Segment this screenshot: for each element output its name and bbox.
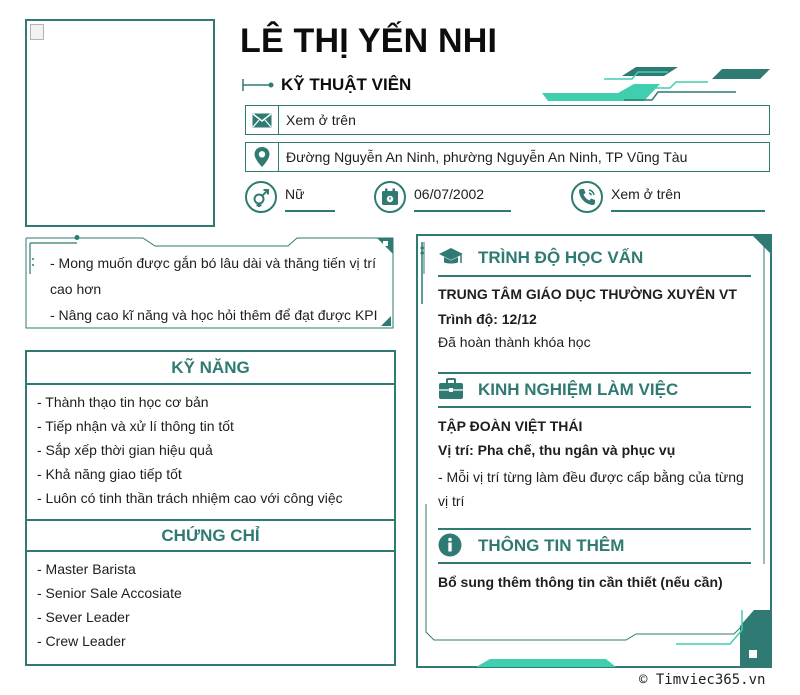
experience-top-rule	[438, 372, 751, 374]
experience-heading: KINH NGHIỆM LÀM VIỆC	[478, 380, 679, 399]
skills-section	[25, 350, 396, 521]
experience-company: TẬP ĐOÀN VIỆT THÁI	[438, 418, 583, 434]
candidate-name: LÊ THỊ YẾN NHI	[240, 22, 498, 60]
address-value: Đường Nguyễn An Ninh, phường Nguyễn An Ninh, TP Vũng Tàu	[286, 149, 688, 165]
education-heading: TRÌNH ĐỘ HỌC VẤN	[478, 248, 644, 267]
briefcase-icon	[438, 377, 464, 401]
header-decoration	[540, 64, 772, 104]
objective-line: - Mong muốn được gắn bó lâu dài và thăng tiến vị trí cao hơn	[50, 255, 376, 297]
extra-text: Bổ sung thêm thông tin cần thiết (nếu cần)	[438, 574, 723, 590]
experience-rule	[438, 406, 751, 408]
education-school: TRUNG TÂM GIÁO DỤC THƯỜNG XUYÊN VT	[438, 286, 737, 302]
certificate-item: - Master Barista	[37, 561, 136, 577]
gender-value: Nữ	[285, 186, 305, 202]
phone-field	[571, 181, 766, 213]
certificate-item: - Senior Sale Accosiate	[37, 585, 182, 601]
info-icon	[438, 533, 462, 557]
phone-underline	[611, 210, 765, 212]
skill-item: - Sắp xếp thời gian hiệu quả	[37, 442, 213, 458]
footer-credit[interactable]: © Timviec365.vn	[639, 672, 766, 688]
education-rule	[438, 275, 751, 277]
extra-rule	[438, 562, 751, 564]
gender-underline	[285, 210, 335, 212]
phone-icon	[571, 181, 603, 213]
skill-item: - Tiếp nhận và xử lí thông tin tốt	[37, 418, 234, 434]
envelope-icon	[246, 106, 279, 134]
objective-line: - Nâng cao kĩ năng và học hỏi thêm để đạt được KPI	[50, 307, 378, 323]
experience-description: - Mỗi vị trí từng làm đều được cấp bằng của từng vị trí	[438, 469, 744, 509]
calendar-icon	[374, 181, 406, 213]
certificates-list	[27, 552, 394, 653]
skills-heading: KỸ NĂNG	[27, 352, 394, 385]
skill-item: - Khả năng giao tiếp tốt	[37, 466, 182, 482]
skill-item: - Thành thạo tin học cơ bản	[37, 394, 209, 410]
address-row	[245, 142, 770, 172]
title-decoration	[242, 77, 274, 93]
birthday-value: 06/07/2002	[414, 186, 485, 202]
broken-image-icon	[30, 24, 44, 40]
education-level: Trình độ: 12/12	[438, 311, 537, 327]
location-pin-icon	[246, 143, 279, 171]
graduation-cap-icon	[438, 245, 464, 269]
certificates-heading: CHỨNG CHỈ	[27, 521, 394, 552]
education-note: Đã hoàn thành khóa học	[438, 334, 591, 350]
extra-top-rule	[438, 528, 751, 530]
profile-photo	[25, 19, 215, 227]
email-value: Xem ở trên	[286, 112, 356, 128]
birthday-underline	[414, 210, 511, 212]
certificate-item: - Crew Leader	[37, 633, 126, 649]
phone-value: Xem ở trên	[611, 186, 681, 202]
gender-icon	[245, 181, 277, 213]
extra-heading: THÔNG TIN THÊM	[478, 536, 625, 555]
email-row	[245, 105, 770, 135]
experience-position: Vị trí: Pha chế, thu ngân và phục vụ	[438, 442, 676, 458]
skills-list	[27, 385, 394, 510]
job-title: KỸ THUẬT VIÊN	[281, 75, 412, 94]
skill-item: - Luôn có tinh thần trách nhiệm cao với công việc	[37, 490, 343, 506]
objective-text	[50, 250, 390, 328]
certificate-item: - Sever Leader	[37, 609, 130, 625]
gender-field	[245, 181, 337, 213]
certificates-section	[25, 519, 396, 666]
birthday-field	[374, 181, 512, 213]
